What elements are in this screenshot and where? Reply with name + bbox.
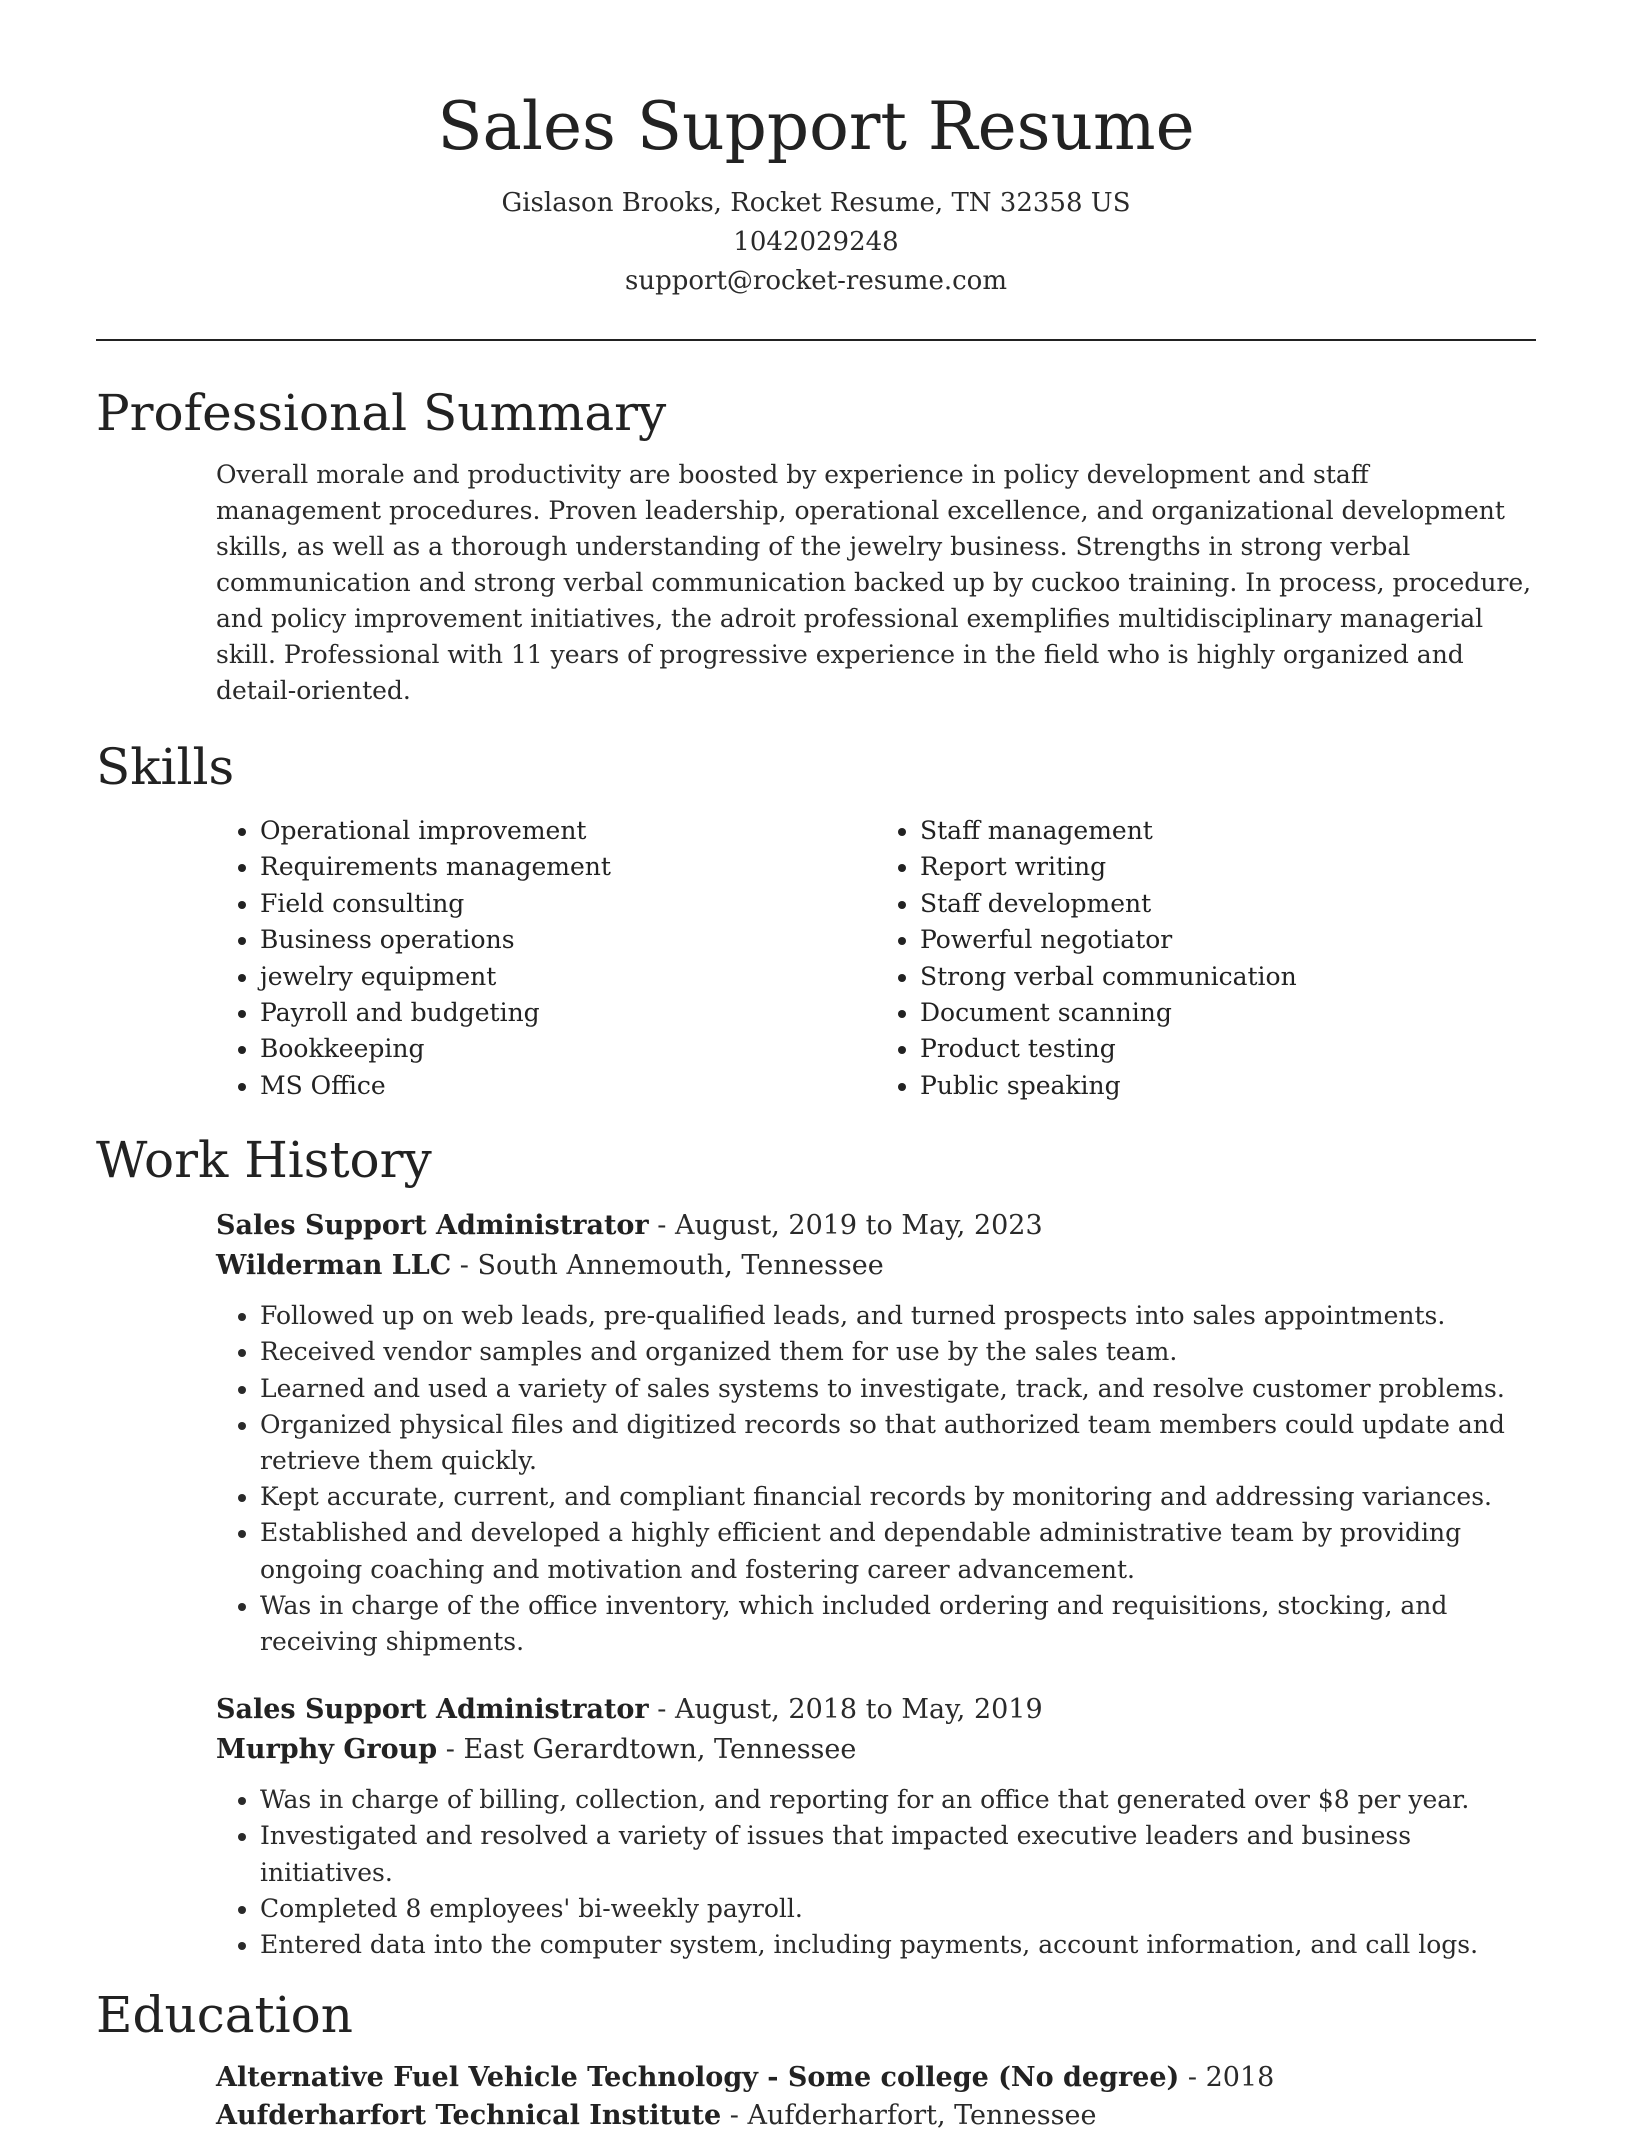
summary-text: Overall morale and productivity are boosted by experience in policy development and staff management procedures. Proven leadership, operational excellence, and organizational development skills, as well as a thorough understanding of the jewelry business. Strengths in strong verbal communication and strong verbal communication backed up by cuckoo training. In process, procedure, and policy improvement initiatives, the adroit professional exemplifies multidisciplinary managerial skill. Professional with 11 years of progressive experience in the field who is highly organized and detail-oriented. [216,460,1532,705]
contact-phone: 1042029248 [733,227,899,257]
skill-item: • Staff development [920,886,1536,922]
skills-right-column [876,813,1536,1104]
resume-title: Sales Support Resume [437,88,1195,165]
contact-info [96,184,1536,301]
header-divider [96,339,1536,341]
job-duty: • Kept accurate, current, and compliant financial records by monitoring and addressing variances. [260,1479,1536,1515]
resume-header [96,0,1536,301]
job-duty: • Organized physical files and digitized records so that authorized team members could update and retrieve them quickly. [260,1407,1536,1479]
work-history-section [96,1130,1536,1963]
job-duties [216,1298,1536,1660]
job-duty: • Followed up on web leads, pre-qualified leads, and turned prospects into sales appointments. [260,1298,1536,1334]
job-dates: - August, 2018 to May, 2019 [648,1694,1043,1726]
skill-item: • Bookkeeping [260,1031,876,1067]
education-school: Aufderharfort Technical Institute [216,2100,722,2132]
job-company-line [216,1730,1536,1770]
education-heading: Education [96,1986,353,2045]
contact-address: Gislason Brooks, Rocket Resume, TN 32358 US [501,188,1131,218]
education-location: - Aufderharfort, Tennessee [721,2100,1097,2132]
skill-item: • Strong verbal communication [920,959,1536,995]
education-school-line [216,2097,1536,2135]
job-duty: • Completed 8 employees' bi-weekly payroll. [260,1891,1536,1927]
job-duties [216,1782,1536,1963]
job-duty: • Established and developed a highly efficient and dependable administrative team by providing ongoing coaching and motivation and fostering career advancement. [260,1515,1536,1587]
education-entry [216,2059,1536,2135]
job-location: - South Annemouth, Tennessee [451,1250,884,1282]
skill-item: • Requirements management [260,849,876,885]
job-dates: - August, 2019 to May, 2023 [648,1210,1043,1242]
education-section [96,1985,1536,2135]
job-duty: • Entered data into the computer system, including payments, account information, and call logs. [260,1927,1536,1963]
skill-item: • Staff management [920,813,1536,849]
education-year: - 2018 [1179,2062,1275,2094]
job-duty: • Investigated and resolved a variety of issues that impacted executive leaders and business initiatives. [260,1818,1536,1890]
skills-columns [216,813,1536,1104]
education-program: Alternative Fuel Vehicle Technology [216,2062,758,2094]
job-entry [216,1206,1536,1660]
skill-item: • Field consulting [260,886,876,922]
job-company: Wilderman LLC [216,1250,452,1282]
work-history-heading: Work History [96,1131,432,1190]
skill-item: • Operational improvement [260,813,876,849]
skill-item: • Public speaking [920,1068,1536,1104]
job-title-line [216,1690,1536,1730]
skill-item: • Business operations [260,922,876,958]
job-duty: • Received vendor samples and organized them for use by the sales team. [260,1334,1536,1370]
job-location: - East Gerardtown, Tennessee [437,1734,857,1766]
education-degree: - Some college (No degree) [757,2062,1180,2094]
job-company-line [216,1246,1536,1286]
skills-left-column [216,813,876,1104]
job-title: Sales Support Administrator [216,1210,649,1242]
job-title: Sales Support Administrator [216,1694,649,1726]
summary-heading: Professional Summary [96,384,667,442]
summary-section [96,383,1536,709]
skill-item: • MS Office [260,1068,876,1104]
skill-item: • jewelry equipment [260,959,876,995]
job-duty: • Learned and used a variety of sales systems to investigate, track, and resolve customer problems. [260,1371,1536,1407]
skill-item: • Document scanning [920,995,1536,1031]
job-company: Murphy Group [216,1734,438,1766]
skill-item: • Report writing [920,849,1536,885]
contact-email: support@rocket-resume.com [624,266,1007,296]
job-duty: • Was in charge of billing, collection, and reporting for an office that generated over $8 per year. [260,1782,1536,1818]
skill-item: • Payroll and budgeting [260,995,876,1031]
skill-item: • Product testing [920,1031,1536,1067]
skills-heading: Skills [96,738,235,796]
skill-item: • Powerful negotiator [920,922,1536,958]
job-entry [216,1690,1536,1963]
education-program-line [216,2059,1536,2097]
job-duty: • Was in charge of the office inventory, which included ordering and requisitions, stocking, and receiving shipments. [260,1588,1536,1660]
skills-section [96,737,1536,1104]
job-title-line [216,1206,1536,1246]
